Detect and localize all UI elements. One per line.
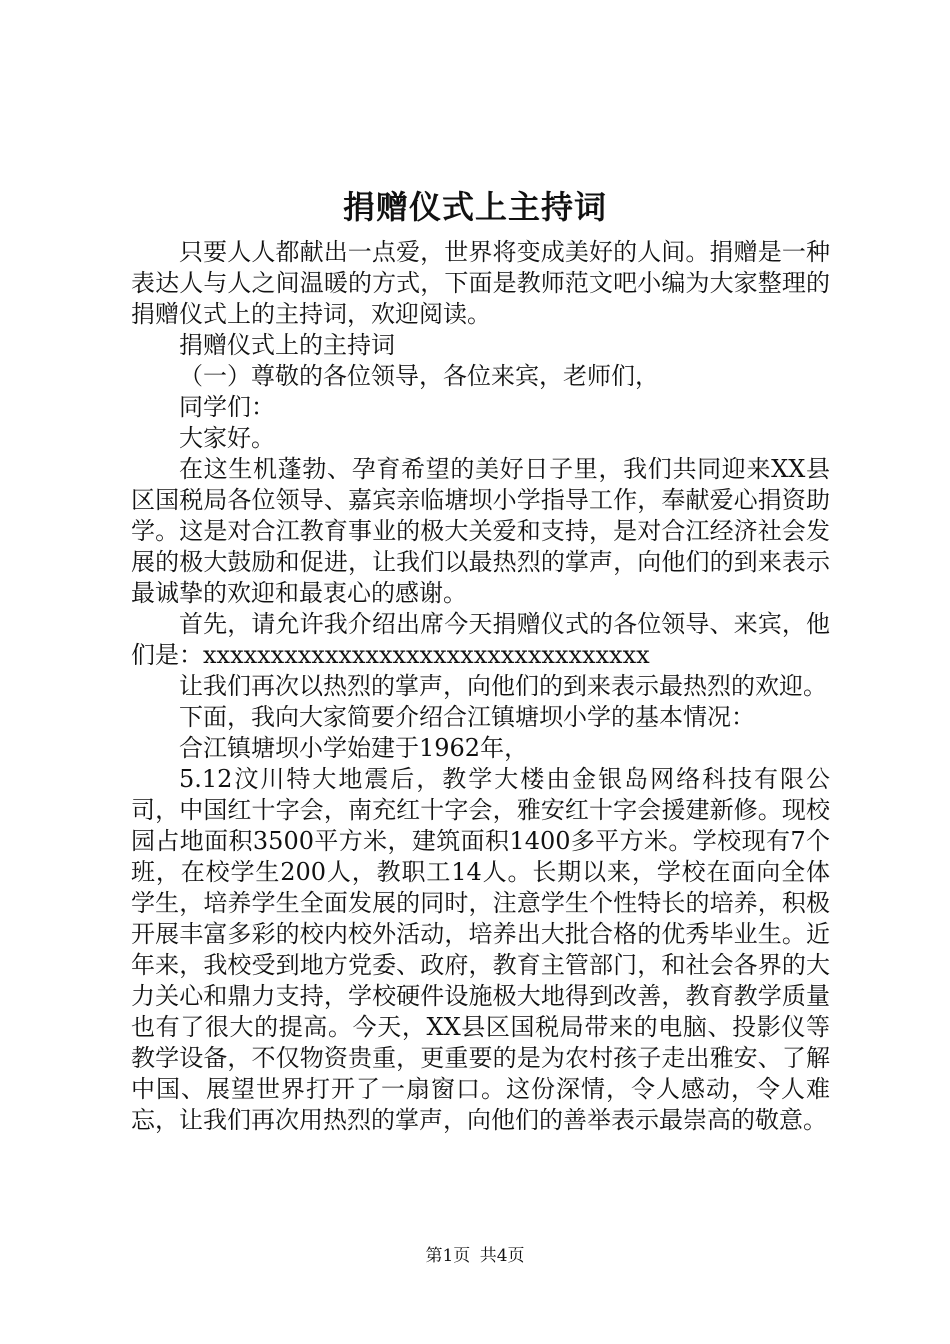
paragraph-intro: 只要人人都献出一点爱，世界将变成美好的人间。捐赠是一种表达人与人之间温暖的方式，下面是教师范文吧小编为大家整理的捐赠仪式上的主持词，欢迎阅读。 <box>131 238 830 328</box>
paragraph-applause: 让我们再次以热烈的掌声，向他们的到来表示最热烈的欢迎。 <box>179 672 827 700</box>
paragraph-greeting: （一）尊敬的各位领导，各位来宾，老师们， <box>179 362 659 390</box>
document-body <box>131 237 830 1136</box>
paragraph-hello: 大家好。 <box>179 424 275 452</box>
paragraph-welcome: 在这生机蓬勃、孕育希望的美好日子里，我们共同迎来XX县区国税局各位领导、嘉宾亲临塘坝小学指导工作，奉献爱心捐资助学。这是对合江教育事业的极大关爱和支持，是对合江经济社会发展的极大鼓励和促进，让我们以最热烈的掌声，向他们的到来表示最诚挚的欢迎和最衷心的感谢。 <box>131 455 830 607</box>
paragraph-founded: 合江镇塘坝小学始建于1962年， <box>179 734 529 762</box>
document-title: 捐赠仪式上主持词 <box>342 188 607 226</box>
page-footer: 第1页 共4页 <box>425 1246 525 1266</box>
paragraph-school-intro: 下面，我向大家简要介绍合江镇塘坝小学的基本情况： <box>179 703 755 731</box>
paragraph-school-details: 5.12汶川特大地震后，教学大楼由金银岛网络科技有限公司，中国红十字会，南充红十字会，雅安红十字会援建新修。现校园占地面积3500平方米，建筑面积1400多平方米。学校现有7个班，在校学生200人，教职工14人。长期以来，学校在面向全体学生，培养学生全面发展的同时，注意学生个性特长的培养，积极开展丰富多彩的校内校外活动，培养出大批合格的优秀毕业生。近年来，我校受到地方党委、政府，教育主管部门，和社会各界的大力关心和鼎力支持，学校硬件设施极大地得到改善，教育教学质量也有了很大的提高。今天，XX县区国税局带来的电脑、投影仪等教学设备，不仅物资贵重，更重要的是为农村孩子走出雅安、了解中国、展望世界打开了一扇窗口。这份深情，令人感动，令人难忘，让我们再次用热烈的掌声，向他们的善举表示最崇高的敬意。 <box>131 765 830 1134</box>
paragraph-subtitle: 捐赠仪式上的主持词 <box>179 331 395 359</box>
paragraph-students: 同学们： <box>179 393 275 421</box>
paragraph-introduce-guests: 首先，请允许我介绍出席今天捐赠仪式的各位领导、来宾，他们是：xxxxxxxxxxxxxxxxxxxxxxxxxxxxxxxxx <box>131 610 830 669</box>
